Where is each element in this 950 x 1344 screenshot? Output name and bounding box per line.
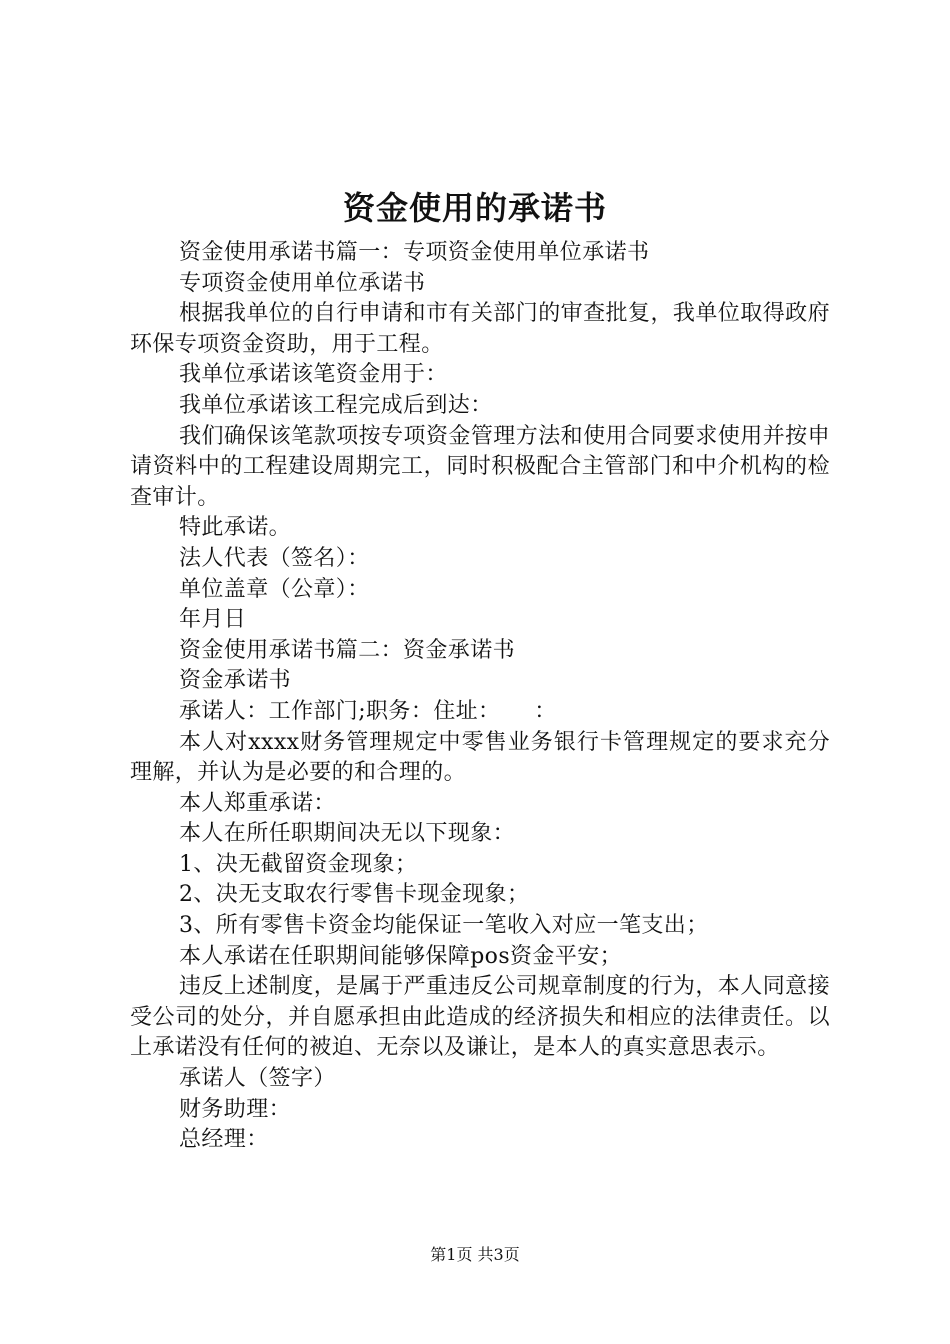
paragraph: 总经理：: [179, 1127, 269, 1153]
paragraph: 我单位承诺该工程完成后到达：: [179, 392, 493, 418]
paragraph: 承诺人：工作部门;职务：住址： ：: [179, 698, 557, 724]
paragraph: 违反上述制度，是属于严重违反公司规章制度的行为，本人同意接受公司的处分，并自愿承担由此造成的经济损失和相应的法律责任。以上承诺没有任何的被迫、无奈以及谦让，是本人的真实意思表示。: [130, 974, 830, 1061]
paragraph: 法人代表（签名）：: [179, 545, 370, 571]
paragraph: 年月日: [179, 607, 247, 633]
paragraph: 根据我单位的自行申请和市有关部门的审查批复，我单位取得政府环保专项资金资助，用于工程。: [130, 301, 830, 357]
paragraph: 本人承诺在任职期间能够保障pos资金平安；: [179, 943, 623, 969]
paragraph: 本人在所任职期间决无以下现象：: [179, 821, 516, 847]
paragraph: 我们确保该笔款项按专项资金管理方法和使用合同要求使用并按申请资料中的工程建设周期完工，同时积极配合主管部门和中介机构的检查审计。: [130, 423, 830, 510]
paragraph: 1、决无截留资金现象；: [179, 851, 418, 877]
paragraph: 我单位承诺该笔资金用于：: [179, 362, 448, 388]
document-body: [130, 238, 830, 1156]
paragraph: 资金使用承诺书篇二：资金承诺书: [179, 637, 516, 663]
paragraph: 本人对xxxx财务管理规定中零售业务银行卡管理规定的要求充分理解，并认为是必要的和合理的。: [130, 729, 830, 786]
document-title: 资金使用的承诺书: [342, 189, 607, 227]
paragraph: 3、所有零售卡资金均能保证一笔收入对应一笔支出；: [179, 913, 709, 939]
paragraph: 2、决无支取农行零售卡现金现象；: [179, 882, 530, 908]
paragraph: 单位盖章（公章）：: [179, 576, 370, 602]
paragraph: 资金承诺书: [179, 668, 292, 694]
page-number-footer: 第1页 共3页: [430, 1245, 520, 1264]
paragraph: 财务助理：: [179, 1096, 292, 1122]
paragraph: 承诺人（签字）: [179, 1066, 336, 1092]
paragraph: 本人郑重承诺：: [179, 790, 336, 816]
paragraph: 资金使用承诺书篇一：专项资金使用单位承诺书: [179, 240, 650, 265]
paragraph: 专项资金使用单位承诺书: [179, 270, 426, 296]
paragraph: 特此承诺。: [179, 515, 292, 541]
